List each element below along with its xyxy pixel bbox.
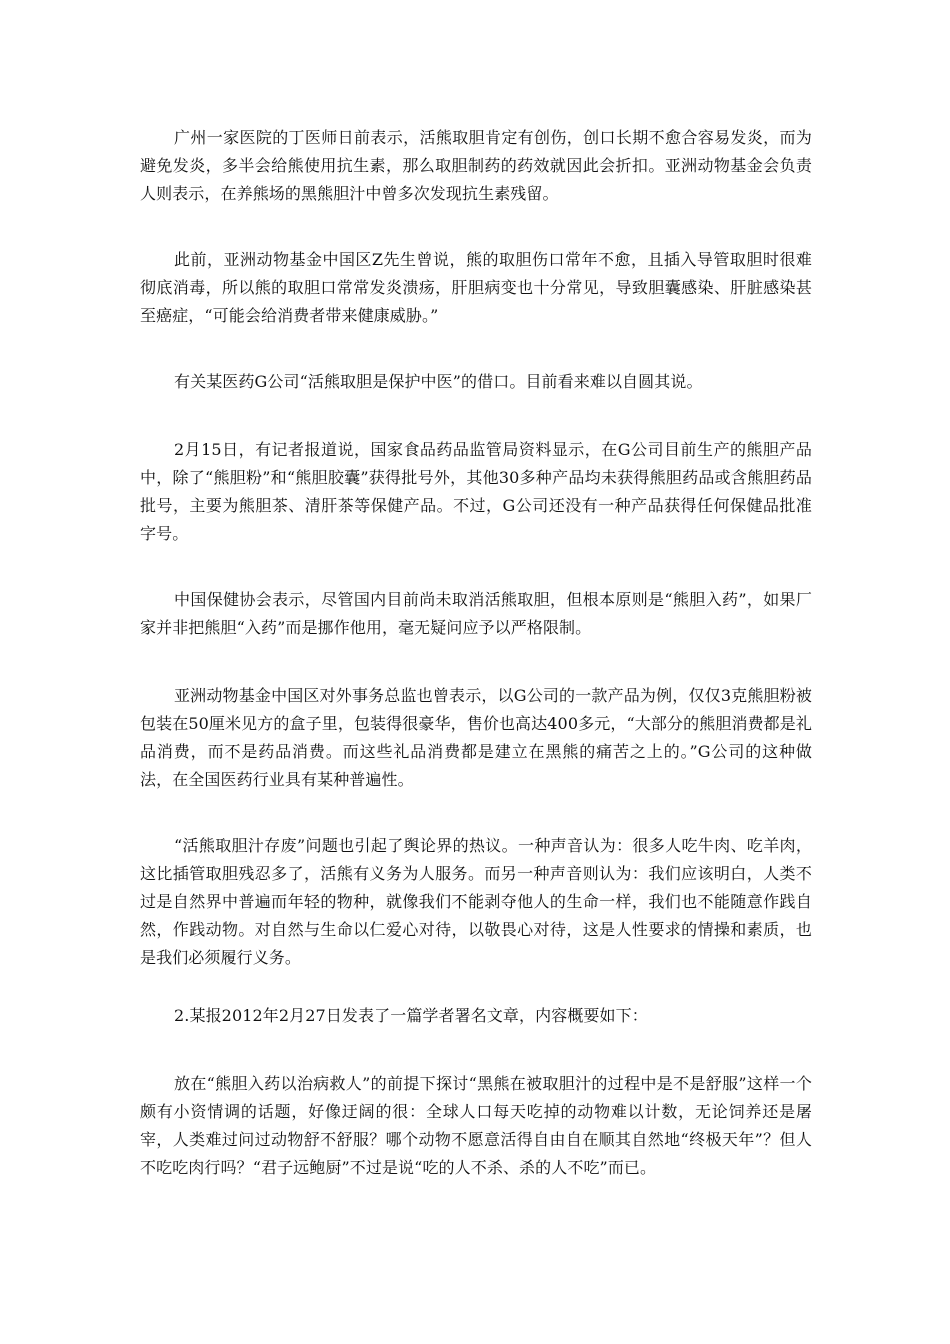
paragraph-1: 广州一家医院的丁医师日前表示，活熊取胆肯定有创伤，创口长期不愈合容易发炎，而为避免发炎，多半会给熊使用抗生素，那么取胆制药的药效就因此会折扣。亚洲动物基金会负责人则表示，在养熊场的黑熊胆汁中曾多次发现抗生素残留。 (140, 128, 812, 203)
paragraph-9: 放在“熊胆入药以治病救人”的前提下探讨“黑熊在被取胆汁的过程中是不是舒服”这样一个颇有小资情调的话题，好像迂阔的很：全球人口每天吃掉的动物难以计数，无论饲养还是屠宰，人类难过问过动物舒不舒服？哪个动物不愿意活得自由自在顺其自然地“终极天年”？但人不吃吃肉行吗？“君子远鲍厨”不过是说“吃的人不杀、杀的人不吃”而已。 (140, 1074, 812, 1177)
paragraph-7: “活熊取胆汁存废”问题也引起了舆论界的热议。一种声音认为：很多人吃牛肉、吃羊肉，这比插管取胆残忍多了，活熊有义务为人服务。而另一种声音则认为：我们应该明白，人类不过是自然界中普遍而年轻的物种，就像我们不能剥夺他人的生命一样，我们也不能随意作践自然，作践动物。对自然与生命以仁爱心对待，以敬畏心对待，这是人性要求的情操和素质，也是我们必须履行义务。 (140, 836, 812, 967)
paragraph-3: 有关某医药G公司“活熊取胆是保护中医”的借口。目前看来难以自圆其说。 (174, 372, 703, 391)
paragraph-8: 2.某报2012年2月27日发表了一篇学者署名文章，内容概要如下： (174, 1006, 648, 1025)
paragraph-5: 中国保健协会表示，尽管国内目前尚未取消活熊取胆，但根本原则是“熊胆入药”，如果厂家并非把熊胆“入药”而是挪作他用，毫无疑问应予以严格限制。 (140, 590, 812, 637)
paragraph-4: 2月15日，有记者报道说，国家食品药品监管局资料显示，在G公司目前生产的熊胆产品中，除了“熊胆粉”和“熊胆胶囊”获得批号外，其他30多种产品均未获得熊胆药品或含熊胆药品批号，主要为熊胆茶、清肝茶等保健产品。不过，G公司还没有一种产品获得任何保健品批准字号。 (140, 440, 812, 543)
paragraph-2: 此前，亚洲动物基金中国区Z先生曾说，熊的取胆伤口常年不愈，且插入导管取胆时很难彻底消毒，所以熊的取胆口常常发炎溃疡，肝胆病变也十分常见，导致胆囊感染、肝脏感染甚至癌症，“可能会给消费者带来健康威胁。” (140, 250, 812, 325)
paragraph-6: 亚洲动物基金中国区对外事务总监也曾表示，以G公司的一款产品为例，仅仅3克熊胆粉被包装在50厘米见方的盒子里，包装得很豪华，售价也高达400多元，“大部分的熊胆消费都是礼品消费，而不是药品消费。而这些礼品消费都是建立在黑熊的痛苦之上的。”G公司的这种做法，在全国医药行业具有某种普遍性。 (140, 686, 812, 789)
